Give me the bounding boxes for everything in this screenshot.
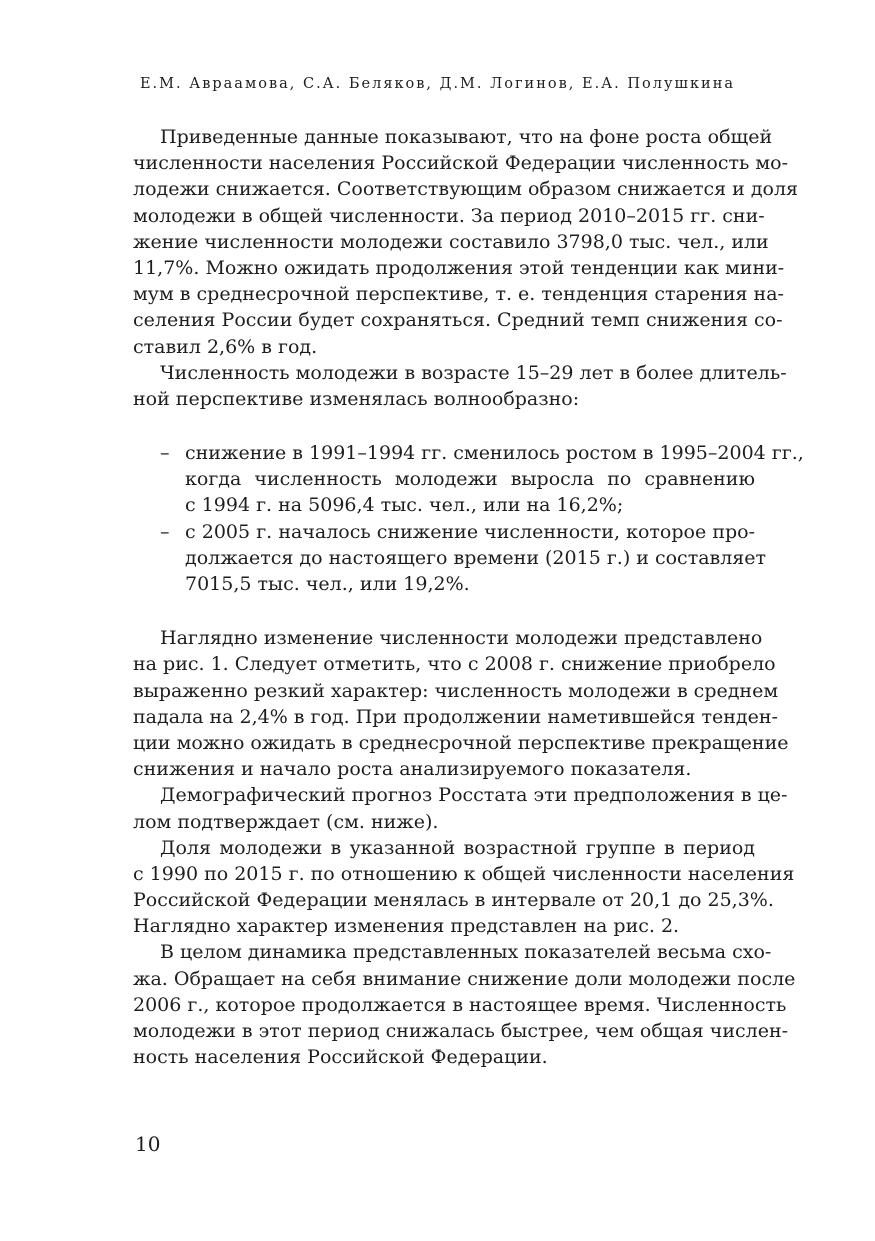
dash-marker: – [160,442,170,465]
bullet-item [133,519,767,598]
text-line: 2006 г., которое продолжается в настоящее время. Численность [133,993,787,1016]
text-line: с 1990 по 2015 г. по отношению к общей численности населения [133,862,795,885]
paragraph [133,939,796,1070]
bullet-list [133,440,804,597]
paragraph [133,360,787,412]
text-line: Численность молодежи в возрасте 15–29 лет в более длитель- [160,361,787,384]
text-line: жа. Обращает на себя внимание снижение доли молодежи после [133,967,796,990]
text-line: выраженно резкий характер: численность молодежи в среднем [133,679,779,702]
text-line: Наглядно характер изменения представлен на рис. 2. [133,915,680,938]
paragraph [133,782,788,834]
text-line: Доля молодежи в указанной возрастной группе в период [160,836,755,859]
text-line: – с 2005 г. началось снижение численности, которое про- [133,519,755,545]
text-line: лом подтверждает (см. ниже). [133,810,439,833]
text-line: лодежи снижается. Соответствующим образом снижается и доля [133,178,799,201]
text-line: когда численность молодежи выросла по сравнению [185,468,755,491]
bullet-item [133,440,804,519]
paragraph [133,835,795,940]
text-line: селения России будет сохраняться. Средний темп снижения со- [133,309,783,332]
text-line: Приведенные данные показывают, что на фоне роста общей [160,126,773,148]
text-line: ставил 2,6% в год. [133,335,318,358]
text-line: Демографический прогноз Росстата эти предположения в це- [160,784,788,807]
dash-marker: – [160,520,170,543]
text-line: должается до настоящего времени (2015 г.) и составляет [185,546,767,569]
paragraph [133,124,799,360]
text-line: численности населения Российской Федерации численность мо- [133,152,788,175]
text-line: 11,7%. Можно ожидать продолжения этой тенденции как мини- [133,256,785,279]
text-line: молодежи в этот период снижалась быстрее, чем общая числен- [133,1020,789,1042]
text-line: молодежи в общей численности. За период 2010–2015 гг. сни- [133,204,765,227]
paragraph [133,625,789,782]
text-line: Российской Федерации менялась в интервале от 20,1 до 25,3%. [133,889,774,912]
running-head-authors: Е.М. Авраамова, С.А. Беляков, Д.М. Логинов, Е.А. Полушкина [139,76,736,92]
text-line: – снижение в 1991–1994 гг. сменилось ростом в 1995–2004 гг., [133,440,755,466]
text-line: на рис. 1. Следует отметить, что с 2008 г. снижение приобрело [133,653,776,676]
text-line: В целом динамика представленных показателей весьма схо- [160,941,772,964]
text-line: падала на 2,4% в год. При продолжении наметившейся тенден- [133,705,778,728]
text-line: ции можно ожидать в среднесрочной перспективе прекращение [133,731,789,754]
text-line: мум в среднесрочной перспективе, т. е. тенденция старения на- [133,283,784,306]
text-line: снижения и начало роста анализируемого показателя. [133,758,692,781]
text-line: ность населения Российской Федерации. [133,1046,548,1069]
text-line: ной перспективе изменялась волнообразно: [133,387,580,410]
page-number: 10 [135,1132,161,1156]
page-body [133,124,804,1070]
text-line: 7015,5 тыс. чел., или 19,2%. [185,573,470,595]
text-line: жение численности молодежи составило 3798,0 тыс. чел., или [133,230,769,253]
text-line: Наглядно изменение численности молодежи представлено [160,627,763,650]
text-line: с 1994 г. на 5096,4 тыс. чел., или на 16,2%; [185,494,624,517]
